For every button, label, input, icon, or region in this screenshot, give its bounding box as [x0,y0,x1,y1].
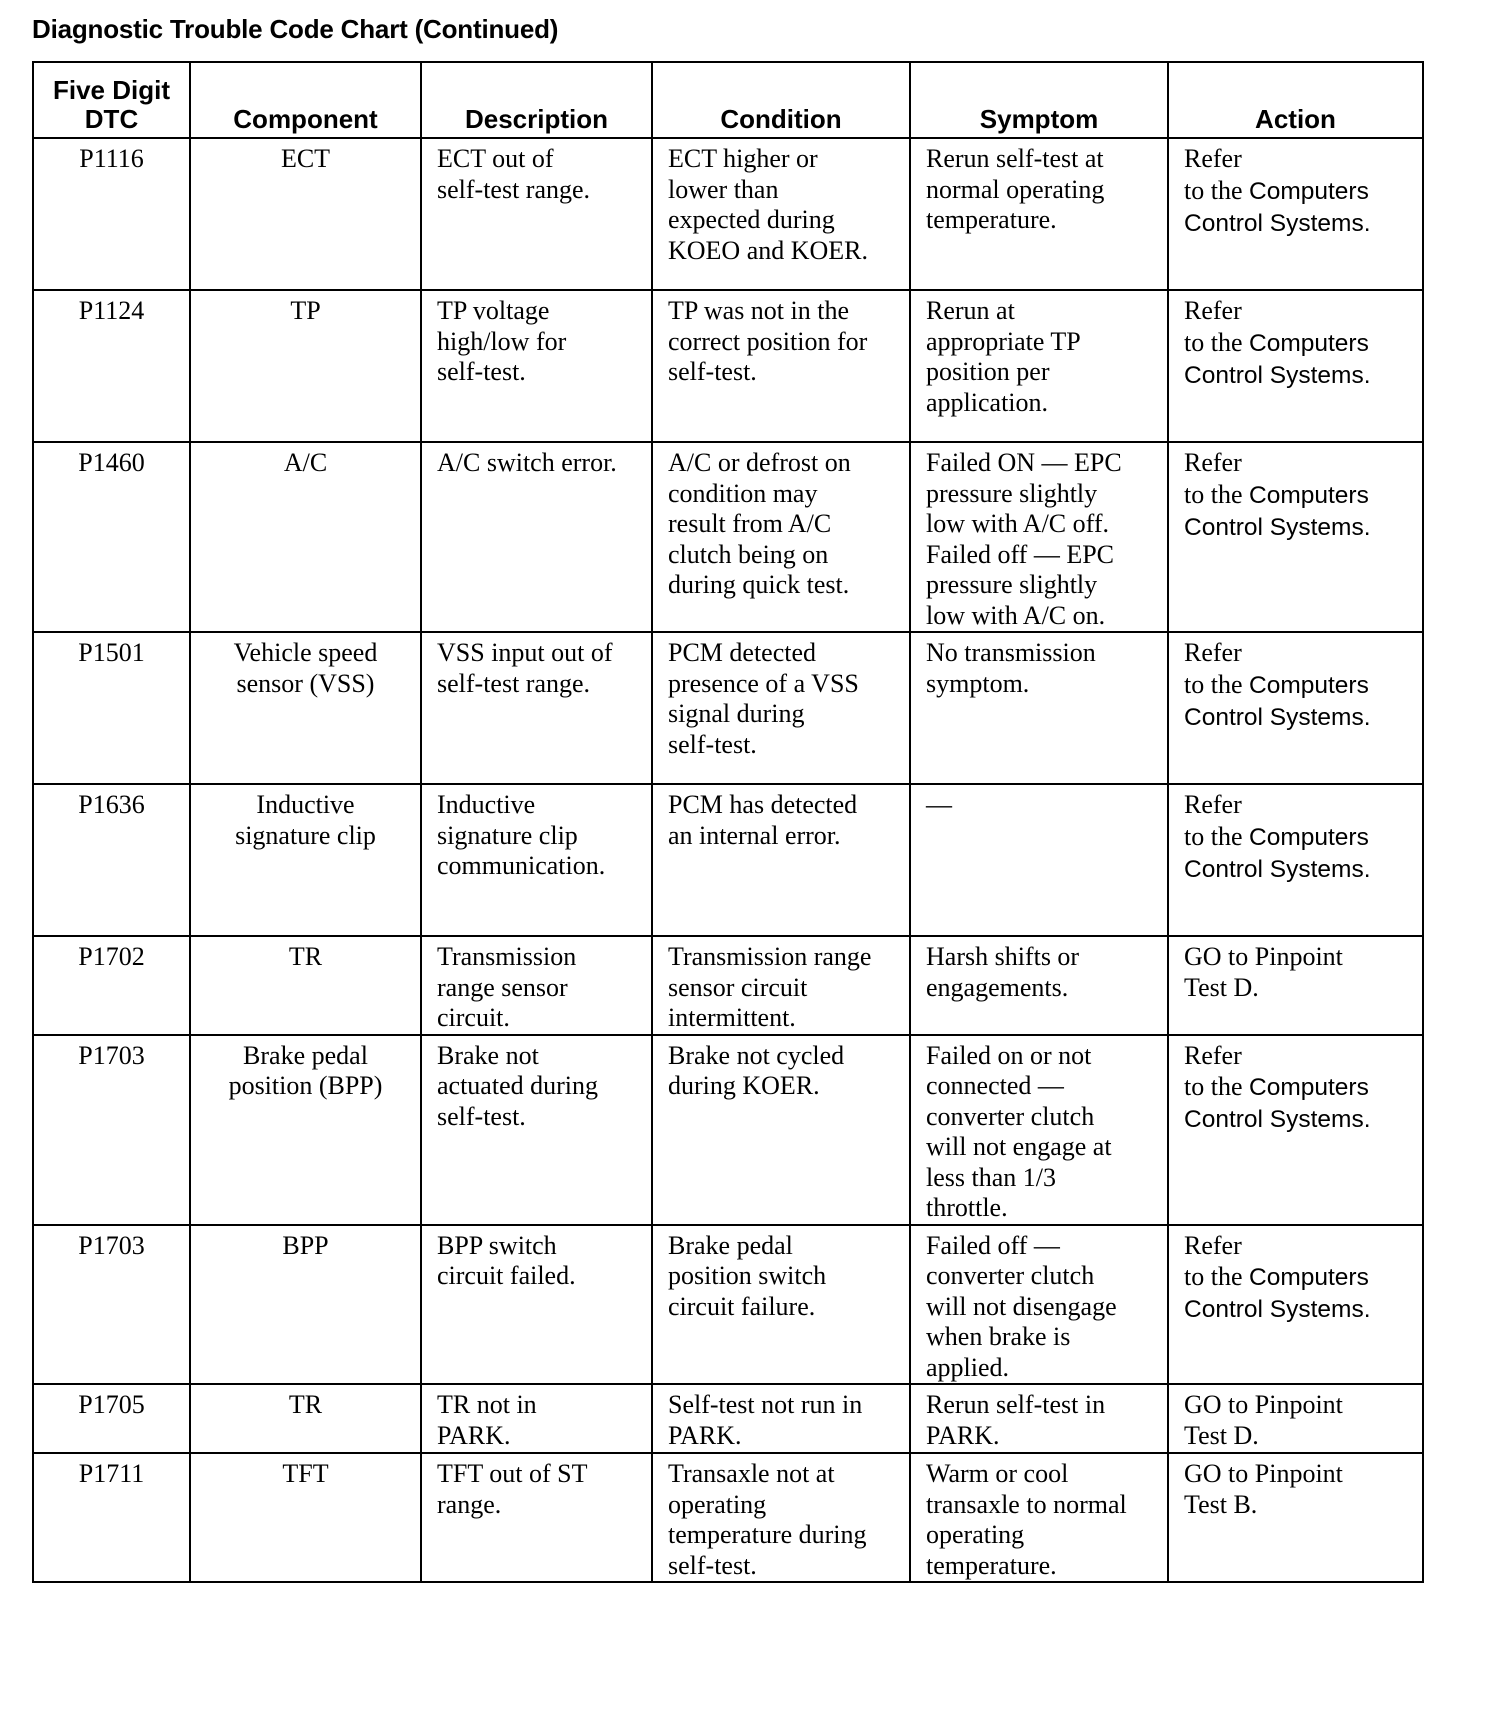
component-cell-text: ECT [280,144,331,173]
header-condition: Condition [652,62,910,138]
condition-cell [652,1225,910,1385]
component-cell [190,1384,421,1453]
table-row [33,442,1423,632]
refer-line-2-prefix: to the [1184,821,1249,851]
action-text: GO to Pinpoint Test B. [1184,1459,1343,1519]
component-cell-text: TR [288,942,323,971]
refer-line-2-prefix: to the [1184,1262,1249,1291]
description-cell [421,1453,652,1582]
dtc-code-cell [33,632,190,784]
condition-cell [652,1035,910,1225]
refer-line-2-link-text: Computers [1249,823,1369,851]
table-row [33,936,1423,1035]
description-cell [421,1225,652,1385]
condition-cell-text: Brake pedal position switch circuit failure. [668,1230,827,1321]
dtc-code-cell [33,1453,190,1582]
header-code: Five Digit DTC [33,62,190,138]
refer-line-2-prefix: to the [1184,669,1249,699]
dtc-code-cell [33,784,190,936]
symptom-cell [910,936,1168,1035]
condition-cell-text: PCM has detected an internal error. [668,790,858,850]
condition-cell [652,1384,910,1453]
symptom-cell [910,1035,1168,1225]
refer-line-1: Refer [1184,1040,1242,1070]
refer-line-2 [1184,1071,1412,1104]
symptom-cell-text: Harsh shifts or engagements. [926,942,1080,1002]
condition-cell [652,442,910,632]
symptom-cell-text: Warm or cool transaxle to normal operating temperature. [926,1459,1127,1580]
header-description: Description [421,62,652,138]
refer-line-1: Refer [1184,144,1242,173]
condition-cell-text: Brake not cycled during KOER. [668,1040,845,1100]
refer-line-1: Refer [1184,638,1242,667]
description-cell [421,784,652,936]
component-cell [190,442,421,632]
description-cell [421,442,652,632]
action-cell [1168,1384,1423,1453]
dtc-code-cell-text: P1703 [78,1230,145,1260]
action-text: GO to Pinpoint Test D. [1184,942,1343,1002]
condition-cell-text: PCM detected presence of a VSS signal during self-test. [668,638,859,759]
description-cell-text: Inductive signature clip communication. [437,790,606,880]
component-cell-text: Brake pedal position (BPP) [228,1040,383,1100]
symptom-cell [910,138,1168,290]
refer-line-3: Control Systems. [1184,513,1371,541]
description-cell-text: Brake not actuated during self-test. [437,1040,598,1131]
component-cell-text: A/C [283,448,328,477]
condition-cell-text: TP was not in the correct position for self-test. [668,296,868,386]
table-row [33,632,1423,784]
component-cell [190,784,421,936]
condition-cell-text: A/C or defrost on condition may result from A/C clutch being on during quick test. [668,448,851,599]
refer-line-1: Refer [1184,1230,1242,1260]
condition-cell [652,632,910,784]
description-cell [421,1384,652,1453]
condition-cell-text: Transaxle not at operating temperature during self-test. [668,1459,867,1580]
dtc-code-cell-text: P1703 [78,1040,145,1070]
refer-line-3: Control Systems. [1184,1296,1371,1323]
action-cell [1168,784,1423,936]
symptom-cell-text: Rerun self-test in PARK. [926,1390,1106,1450]
refer-line-2-prefix: to the [1184,1072,1249,1101]
table-row [33,1225,1423,1385]
table-row [33,138,1423,290]
dtc-code-cell [33,442,190,632]
dtc-code-cell-text: P1124 [78,296,145,325]
symptom-cell-text: Rerun at appropriate TP position per application. [926,296,1081,417]
table-body [33,138,1423,1582]
dtc-code-cell-text: P1705 [78,1390,145,1419]
header-row [33,62,1423,138]
component-cell-text: TP [290,296,321,325]
action-cell [1168,290,1423,442]
refer-line-2-link-text: Computers [1249,1074,1369,1101]
refer-line-2-prefix: to the [1184,479,1249,509]
component-cell-text: Inductive signature clip [235,790,376,850]
refer-line-3: Control Systems. [1184,209,1371,237]
description-cell [421,936,652,1035]
dtc-code-cell-text: P1116 [79,144,144,173]
refer-line-2 [1184,175,1412,208]
symptom-cell [910,1384,1168,1453]
dtc-code-cell [33,138,190,290]
action-cell [1168,1035,1423,1225]
dtc-code-cell-text: P1711 [78,1459,145,1488]
condition-cell [652,784,910,936]
refer-line-2-link-text: Computers [1249,671,1369,699]
condition-cell-text: Transmission range sensor circuit intermittent. [668,942,872,1032]
refer-line-3: Control Systems. [1184,703,1371,731]
description-cell-text: BPP switch circuit failed. [437,1230,576,1290]
refer-line-1: Refer [1184,296,1242,325]
description-cell [421,138,652,290]
description-cell-text: ECT out of self-test range. [437,144,591,204]
dtc-code-cell [33,936,190,1035]
description-cell-text: TP voltage high/low for self-test. [437,296,567,386]
condition-cell [652,290,910,442]
dtc-table [32,61,1424,1583]
symptom-cell-text: — [926,790,952,819]
refer-line-2-link-text: Computers [1249,481,1369,509]
condition-cell [652,138,910,290]
component-cell-text: BPP [282,1230,329,1260]
action-cell [1168,1453,1423,1582]
component-cell-text: Vehicle speed sensor (VSS) [233,638,378,698]
symptom-cell-text: Failed ON — EPC pressure slightly low with A/C off. Failed off — EPC pressure slightly low with A/C on. [926,448,1122,630]
action-cell [1168,936,1423,1035]
refer-line-1: Refer [1184,448,1242,477]
dtc-code-cell [33,290,190,442]
dtc-code-cell [33,1035,190,1225]
dtc-code-cell-text: P1501 [78,638,145,667]
table-row [33,1384,1423,1453]
symptom-cell-text: No transmission symptom. [926,638,1096,698]
action-cell [1168,1225,1423,1385]
action-text: GO to Pinpoint Test D. [1184,1390,1343,1450]
refer-line-2 [1184,327,1412,360]
refer-line-2-link-text: Computers [1249,177,1369,205]
description-cell-text: TFT out of ST range. [437,1459,588,1519]
component-cell [190,290,421,442]
symptom-cell [910,442,1168,632]
refer-line-1: Refer [1184,790,1242,819]
condition-cell-text: Self-test not run in PARK. [668,1390,863,1450]
symptom-cell [910,632,1168,784]
symptom-cell-text: Failed on or not connected — converter clutch will not engage at less than 1/3 throttle. [926,1040,1112,1222]
description-cell-text: TR not in PARK. [437,1390,537,1450]
dtc-code-cell-text: P1702 [78,942,145,971]
description-cell-text: VSS input out of self-test range. [437,638,613,698]
dtc-code-cell-text: P1460 [78,448,145,477]
refer-line-2 [1184,821,1412,854]
symptom-cell-text: Rerun self-test at normal operating temperature. [926,144,1105,234]
action-cell [1168,632,1423,784]
refer-line-2-link-text: Computers [1249,1264,1369,1291]
dtc-code-cell-text: P1636 [78,790,145,819]
symptom-cell [910,290,1168,442]
description-cell-text: Transmission range sensor circuit. [437,942,577,1032]
condition-cell [652,1453,910,1582]
refer-line-3: Control Systems. [1184,1106,1371,1133]
refer-line-3: Control Systems. [1184,361,1371,389]
action-cell [1168,442,1423,632]
table-row [33,1453,1423,1582]
symptom-cell [910,1225,1168,1385]
table-row [33,784,1423,936]
component-cell-text: TFT [282,1459,329,1488]
symptom-cell-text: Failed off — converter clutch will not disengage when brake is applied. [926,1230,1117,1382]
description-cell [421,1035,652,1225]
refer-line-2-link-text: Computers [1249,329,1369,357]
header-symptom: Symptom [910,62,1168,138]
page-title: Diagnostic Trouble Code Chart (Continued) [32,14,559,44]
symptom-cell [910,1453,1168,1582]
component-cell [190,1225,421,1385]
component-cell [190,138,421,290]
component-cell [190,936,421,1035]
header-component: Component [190,62,421,138]
dtc-code-cell [33,1225,190,1385]
description-cell-text: A/C switch error. [437,448,617,477]
component-cell [190,1453,421,1582]
refer-line-2-prefix: to the [1184,175,1249,205]
header-action: Action [1168,62,1423,138]
condition-cell-text: ECT higher or lower than expected during KOEO and KOER. [668,144,869,265]
refer-line-2 [1184,479,1412,512]
refer-line-3: Control Systems. [1184,855,1371,883]
action-cell [1168,138,1423,290]
component-cell [190,1035,421,1225]
component-cell [190,632,421,784]
table-row [33,290,1423,442]
refer-line-2-prefix: to the [1184,327,1249,357]
refer-line-2 [1184,1261,1412,1294]
dtc-code-cell [33,1384,190,1453]
table-row [33,1035,1423,1225]
symptom-cell [910,784,1168,936]
refer-line-2 [1184,669,1412,702]
condition-cell [652,936,910,1035]
description-cell [421,290,652,442]
description-cell [421,632,652,784]
component-cell-text: TR [288,1390,323,1419]
